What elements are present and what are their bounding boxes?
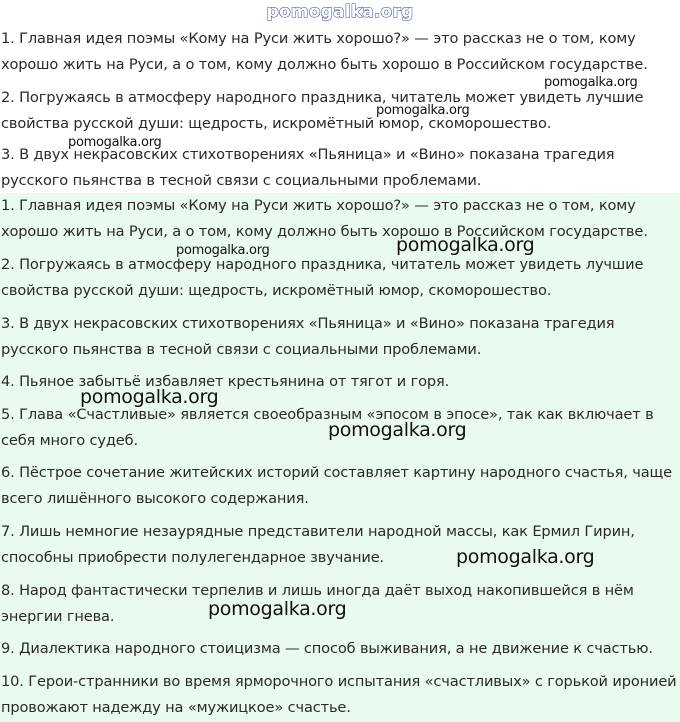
watermark: pomogalka.org	[80, 386, 219, 408]
watermark: pomogalka.org	[68, 135, 162, 150]
list-item: 3. В двух некрасовских стихотворениях «Пьяница» и «Вино» показана трагедия русского пьянства в тесной связи с социальными проблемами.	[1, 315, 615, 358]
bottom-points-block	[0, 193, 680, 722]
list-item: 3. В двух некрасовских стихотворениях «Пьяница» и «Вино» показана трагедия русского пьянства в тесной связи с социальными проблемами.	[1, 146, 615, 189]
list-item: 4. Пьяное забытьё избавляет крестьянина от тягот и горя.	[1, 373, 450, 390]
watermark: pomogalka.org	[328, 419, 467, 441]
watermark: pomogalka.org	[376, 103, 470, 118]
list-item: 9. Диалектика народного стоицизма — способ выживания, а не движение к счастью.	[1, 640, 653, 657]
watermark: pomogalka.org	[208, 598, 347, 620]
list-item: 1. Главная идея поэмы «Кому на Руси жить хорошо?» — это рассказ не о том, кому хорошо жить на Руси, а о том, кому должно быть хорошо в Российском государстве.	[1, 197, 648, 240]
watermark: pomogalka.org	[456, 546, 595, 568]
watermark: pomogalka.org	[544, 75, 638, 90]
list-item: 6. Пёстрое сочетание житейских историй составляет картину народного счастья, чаще всего лишённого высокого содержания.	[1, 464, 672, 507]
site-header	[0, 0, 680, 24]
list-item: 7. Лишь немногие незаурядные представители народной массы, как Ермил Гирин, способны приобрести полулегендарное звучание.	[1, 523, 635, 566]
watermark: pomogalka.org	[396, 234, 535, 256]
watermark: pomogalka.org	[176, 243, 270, 258]
list-item: 1. Главная идея поэмы «Кому на Руси жить хорошо?» — это рассказ не о том, кому хорошо жить на Руси, а о том, кому должно быть хорошо в Российском государстве.	[1, 30, 648, 73]
list-item: 2. Погружаясь в атмосферу народного праздника, читатель может увидеть лучшие свойства русской души: щедрость, искромётный юмор, скоморошество.	[1, 89, 644, 132]
list-item: 10. Герои-странники во время ярморочного испытания «счастливых» с горькой иронией провожают надежду на «мужицкое» счастье.	[1, 673, 677, 716]
site-logo-link[interactable]: pomogalka.org	[266, 2, 414, 22]
list-item: 8. Народ фантастически терпелив и лишь иногда даёт выход накопившейся в нём энергии гнева.	[1, 582, 634, 625]
list-item: 5. Глава «Счастливые» является своеобразным «эпосом в эпосе», так как включает в себя много судеб.	[1, 406, 654, 449]
list-item: 2. Погружаясь в атмосферу народного праздника, читатель может увидеть лучшие свойства русской души: щедрость, искромётный юмор, скоморошество.	[1, 256, 644, 299]
top-points-block	[0, 26, 680, 193]
